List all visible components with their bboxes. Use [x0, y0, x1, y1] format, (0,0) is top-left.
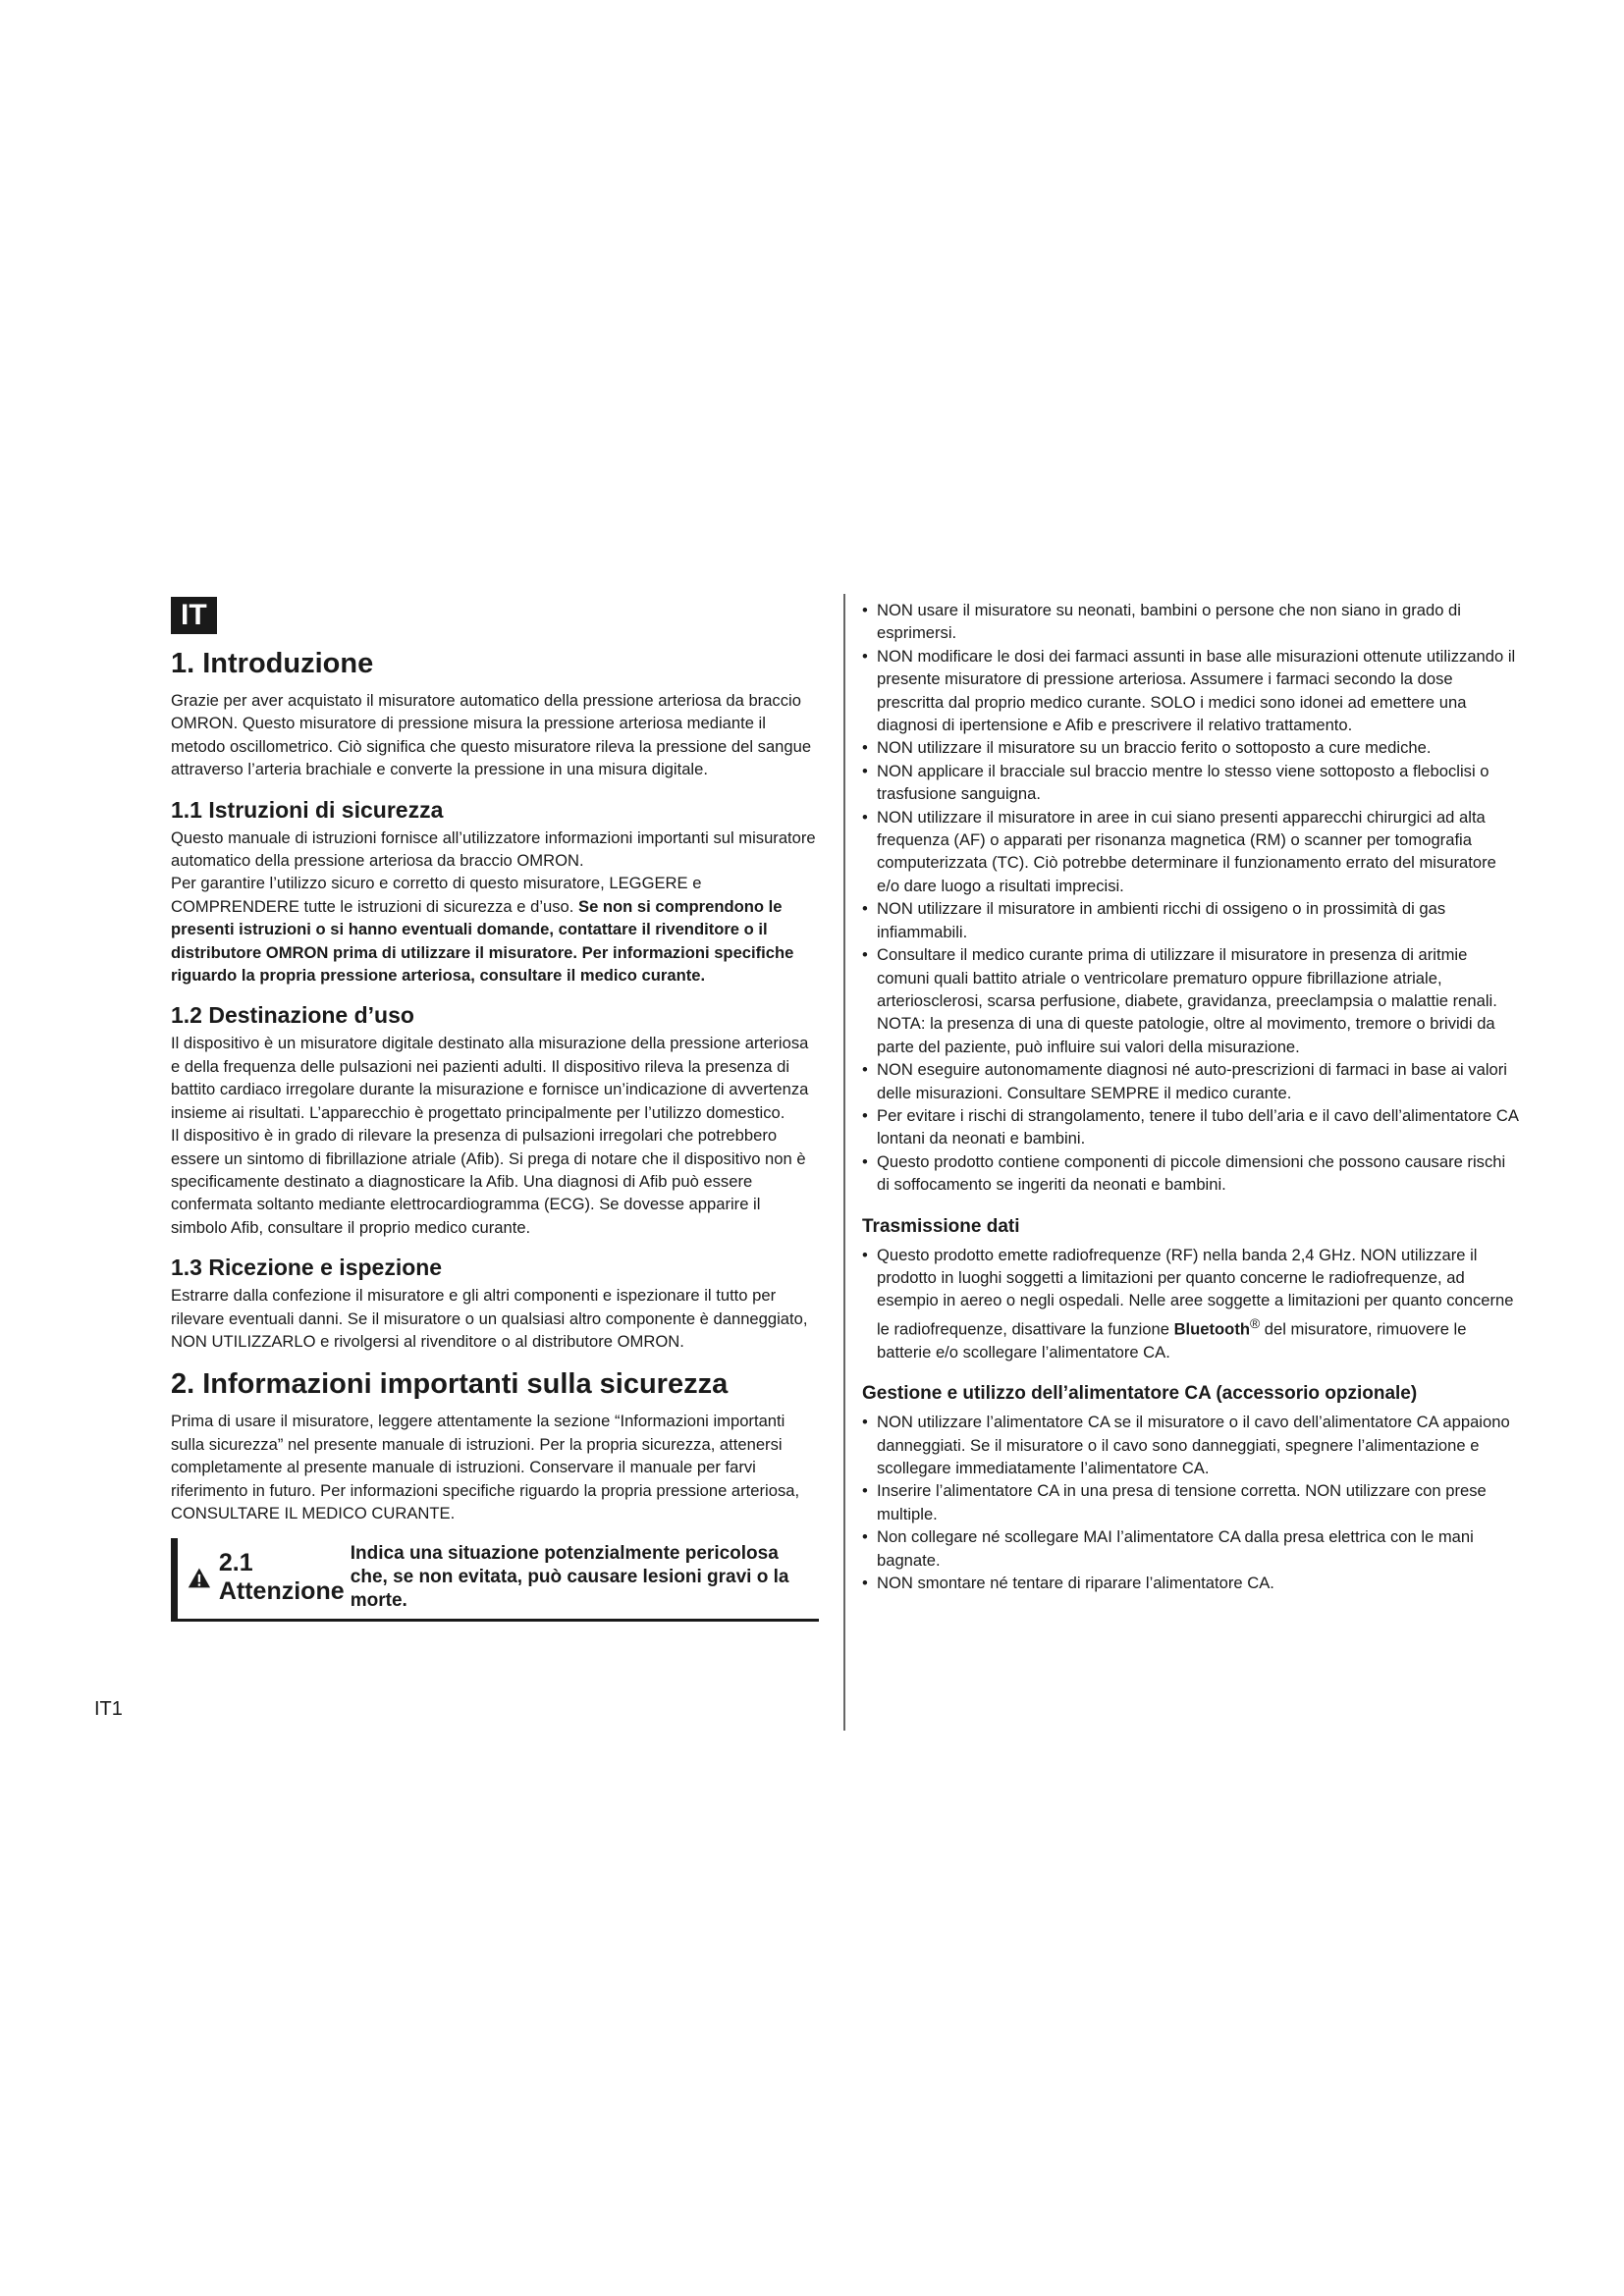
trasmissione-text-a: Questo prodotto emette radiofrequenze (RF) nella banda 2,4 GHz. NON utilizzare il prodotto in luoghi soggetti a limitazioni per quanto concerne le radiofrequenze, ad esempio in aereo o negli ospedali. Nelle aree soggette a limitazioni per quanto concerne le radiofrequenze, disattivare la funzione — [877, 1245, 1514, 1339]
list-item: • Consultare il medico curante prima di utilizzare il misuratore in presenza di aritmie comuni quali battito atriale o ventricolare prematuro oppure fibrillazione atriale, arteriosclerosi, scarsa perfusione, diabete, gravidanza, preeclampsia o malattie renali. NOTA: la presenza di una di queste patologie, oltre al movimento, tremore o brividi da parte del paziente, può influire sui valori della misurazione. — [862, 943, 1520, 1058]
list-item: • NON usare il misuratore su neonati, bambini o persone che non siano in grado di esprimersi. — [862, 599, 1520, 645]
paragraph-istruzioni-b — [171, 872, 819, 987]
bluetooth-word: Bluetooth — [1173, 1319, 1250, 1339]
istruzioni-b-text: Per garantire l’utilizzo sicuro e corretto di questo misuratore, LEGGERE e COMPRENDERE tutte le istruzioni di sicurezza e d’uso. — [171, 874, 702, 916]
heading-alimentatore-ca: Gestione e utilizzo dell’alimentatore CA (accessorio opzionale) — [862, 1383, 1418, 1405]
warning-title: 2.1 Attenzione — [218, 1549, 345, 1606]
heading-introduzione: 1. Introduzione — [171, 648, 374, 679]
heading-istruzioni-sicurezza: 1.1 Istruzioni di sicurezza — [171, 796, 444, 823]
list-item: • NON utilizzare il misuratore su un braccio ferito o sottoposto a cure mediche. — [862, 736, 1520, 759]
column-divider — [843, 594, 845, 1731]
paragraph-ricezione: Estrarre dalla confezione il misuratore e gli altri componenti e ispezionare il tutto per rilevare eventuali danni. Se il misuratore o un qualsiasi altro componente è danneggiato, NON UTILIZZARLO e rivolgersi al rivenditore o al distributore OMRON. — [171, 1286, 808, 1351]
paragraph-destinazione-a: Il dispositivo è un misuratore digitale destinato alla misurazione della pressione arteriosa e della frequenza delle pulsazioni nei pazienti adulti. Il dispositivo rileva la presenza di battito cardiaco irregolare durante la misurazione e fornisce un’indicazione di avvertenza insieme ai risultati. L’apparecchio è progettato principalmente per l’utilizzo domestico. — [171, 1034, 809, 1122]
paragraph-intro: Grazie per aver acquistato il misuratore automatico della pressione arteriosa da braccio OMRON. Questo misuratore di pressione misura la pressione arteriosa mediante il metodo oscillometrico. Ciò significa che questo misuratore rileva la pressione del sangue attraverso l’arteria brachiale e converte la pressione in una misura digitale. — [171, 691, 812, 779]
list-item: • Per evitare i rischi di strangolamento, tenere il tubo dell’aria e il cavo dell’alimentatore CA lontani da neonati e bambini. — [862, 1104, 1520, 1150]
right-column — [862, 599, 1520, 1594]
list-item: • NON applicare il bracciale sul braccio mentre lo stesso viene sottoposto a fleboclisi o trasfusione sanguigna. — [862, 760, 1520, 806]
list-item: • Non collegare né scollegare MAI l’alimentatore CA dalla presa elettrica con le mani bagnate. — [862, 1525, 1520, 1572]
trasmissione-text-b: del misuratore, rimuovere le batterie e/o scollegare l’alimentatore CA. — [877, 1319, 1467, 1362]
list-item: • NON utilizzare l’alimentatore CA se il misuratore o il cavo dell’alimentatore CA appaiono danneggiati. Se il misuratore o il cavo sono danneggiati, spegnere l’alimentazione e scollegare immediatamente l’alimentatore CA. — [862, 1411, 1520, 1479]
safety-bullet-list — [862, 599, 1520, 1197]
list-item: • Inserire l’alimentatore CA in una presa di tensione corretta. NON utilizzare con prese multiple. — [862, 1479, 1520, 1525]
list-item: • NON eseguire autonomamente diagnosi né auto-prescrizioni di farmaci in base ai valori delle misurazioni. Consultare SEMPRE il medico curante. — [862, 1058, 1520, 1104]
istruzioni-b-bold: Se non si comprendono le presenti istruzioni o si hanno eventuali domande, contattare il rivenditore o il distributore OMRON prima di utilizzare il misuratore. Per informazioni specifiche riguardo la propria pressione arteriosa, consultare il medico curante. — [171, 896, 794, 986]
trasmissione-bullet-list — [862, 1244, 1520, 1364]
list-item: • NON modificare le dosi dei farmaci assunti in base alle misurazioni ottenute utilizzando il presente misuratore di pressione arteriosa. Assumere i farmaci secondo la dose prescritta dal proprio medico curante. SOLO i medici sono idonei ad emettere una diagnosi di ipertensione e Afib e prescrivere il relativo trattamento. — [862, 645, 1520, 737]
heading-destinazione-uso: 1.2 Destinazione d’uso — [171, 1002, 414, 1029]
registered-mark: ® — [1249, 1314, 1261, 1331]
language-badge: IT — [171, 597, 217, 634]
paragraph-informazioni: Prima di usare il misuratore, leggere attentamente la sezione “Informazioni importanti sulla sicurezza” nel presente manuale di istruzioni. Per la propria sicurezza, attenersi completamente al presente manuale di istruzioni. Conservare il manuale per farvi riferimento in futuro. Per informazioni specifiche riguardo la propria pressione arteriosa, CONSULTARE IL MEDICO CURANTE. — [171, 1412, 800, 1522]
list-item — [862, 1244, 1520, 1364]
heading-ricezione-ispezione: 1.3 Ricezione e ispezione — [171, 1255, 443, 1281]
left-column — [171, 589, 819, 1622]
heading-trasmissione-dati: Trasmissione dati — [862, 1215, 1020, 1237]
alimentatore-bullet-list — [862, 1411, 1520, 1594]
page-number: IT1 — [94, 1698, 123, 1720]
list-item: • NON utilizzare il misuratore in aree in cui siano presenti apparecchi chirurgici ad alta frequenza (AF) o apparati per risonanza magnetica (RM) o scanner per tomografia computerizzata (TC). Ciò potrebbe determinare il funzionamento errato del misuratore e/o dare luogo a risultati imprecisi. — [862, 806, 1520, 898]
list-item: • NON smontare né tentare di riparare l’alimentatore CA. — [862, 1572, 1520, 1594]
list-item: • Questo prodotto contiene componenti di piccole dimensioni che possono causare rischi di soffocamento se ingeriti da neonati e bambini. — [862, 1150, 1520, 1197]
heading-informazioni-sicurezza: 2. Informazioni importanti sulla sicurezza — [171, 1368, 729, 1401]
warning-box — [171, 1538, 819, 1622]
paragraph-istruzioni-a: Questo manuale di istruzioni fornisce all’utilizzatore informazioni importanti sul misuratore automatico della pressione arteriosa da braccio OMRON. — [171, 828, 816, 871]
paragraph-destinazione-b: Il dispositivo è in grado di rilevare la presenza di pulsazioni irregolari che potrebbero essere un sintomo di fibrillazione atriale (Afib). Si prega di notare che il dispositivo non è specificamente destinato a diagnosticare la Afib. Una diagnosi di Afib può essere confermata soltanto mediante elettrocardiogramma (ECG). Se dovesse apparire il simbolo Afib, consultare il proprio medico curante. — [171, 1126, 806, 1237]
warning-heading — [188, 1549, 351, 1606]
warning-text: Indica una situazione potenzialmente pericolosa che, se non evitata, può causare lesioni gravi o la morte. — [350, 1543, 789, 1612]
warning-triangle-icon — [188, 1564, 211, 1591]
list-item: • NON utilizzare il misuratore in ambienti ricchi di ossigeno o in prossimità di gas infiammabili. — [862, 897, 1520, 943]
